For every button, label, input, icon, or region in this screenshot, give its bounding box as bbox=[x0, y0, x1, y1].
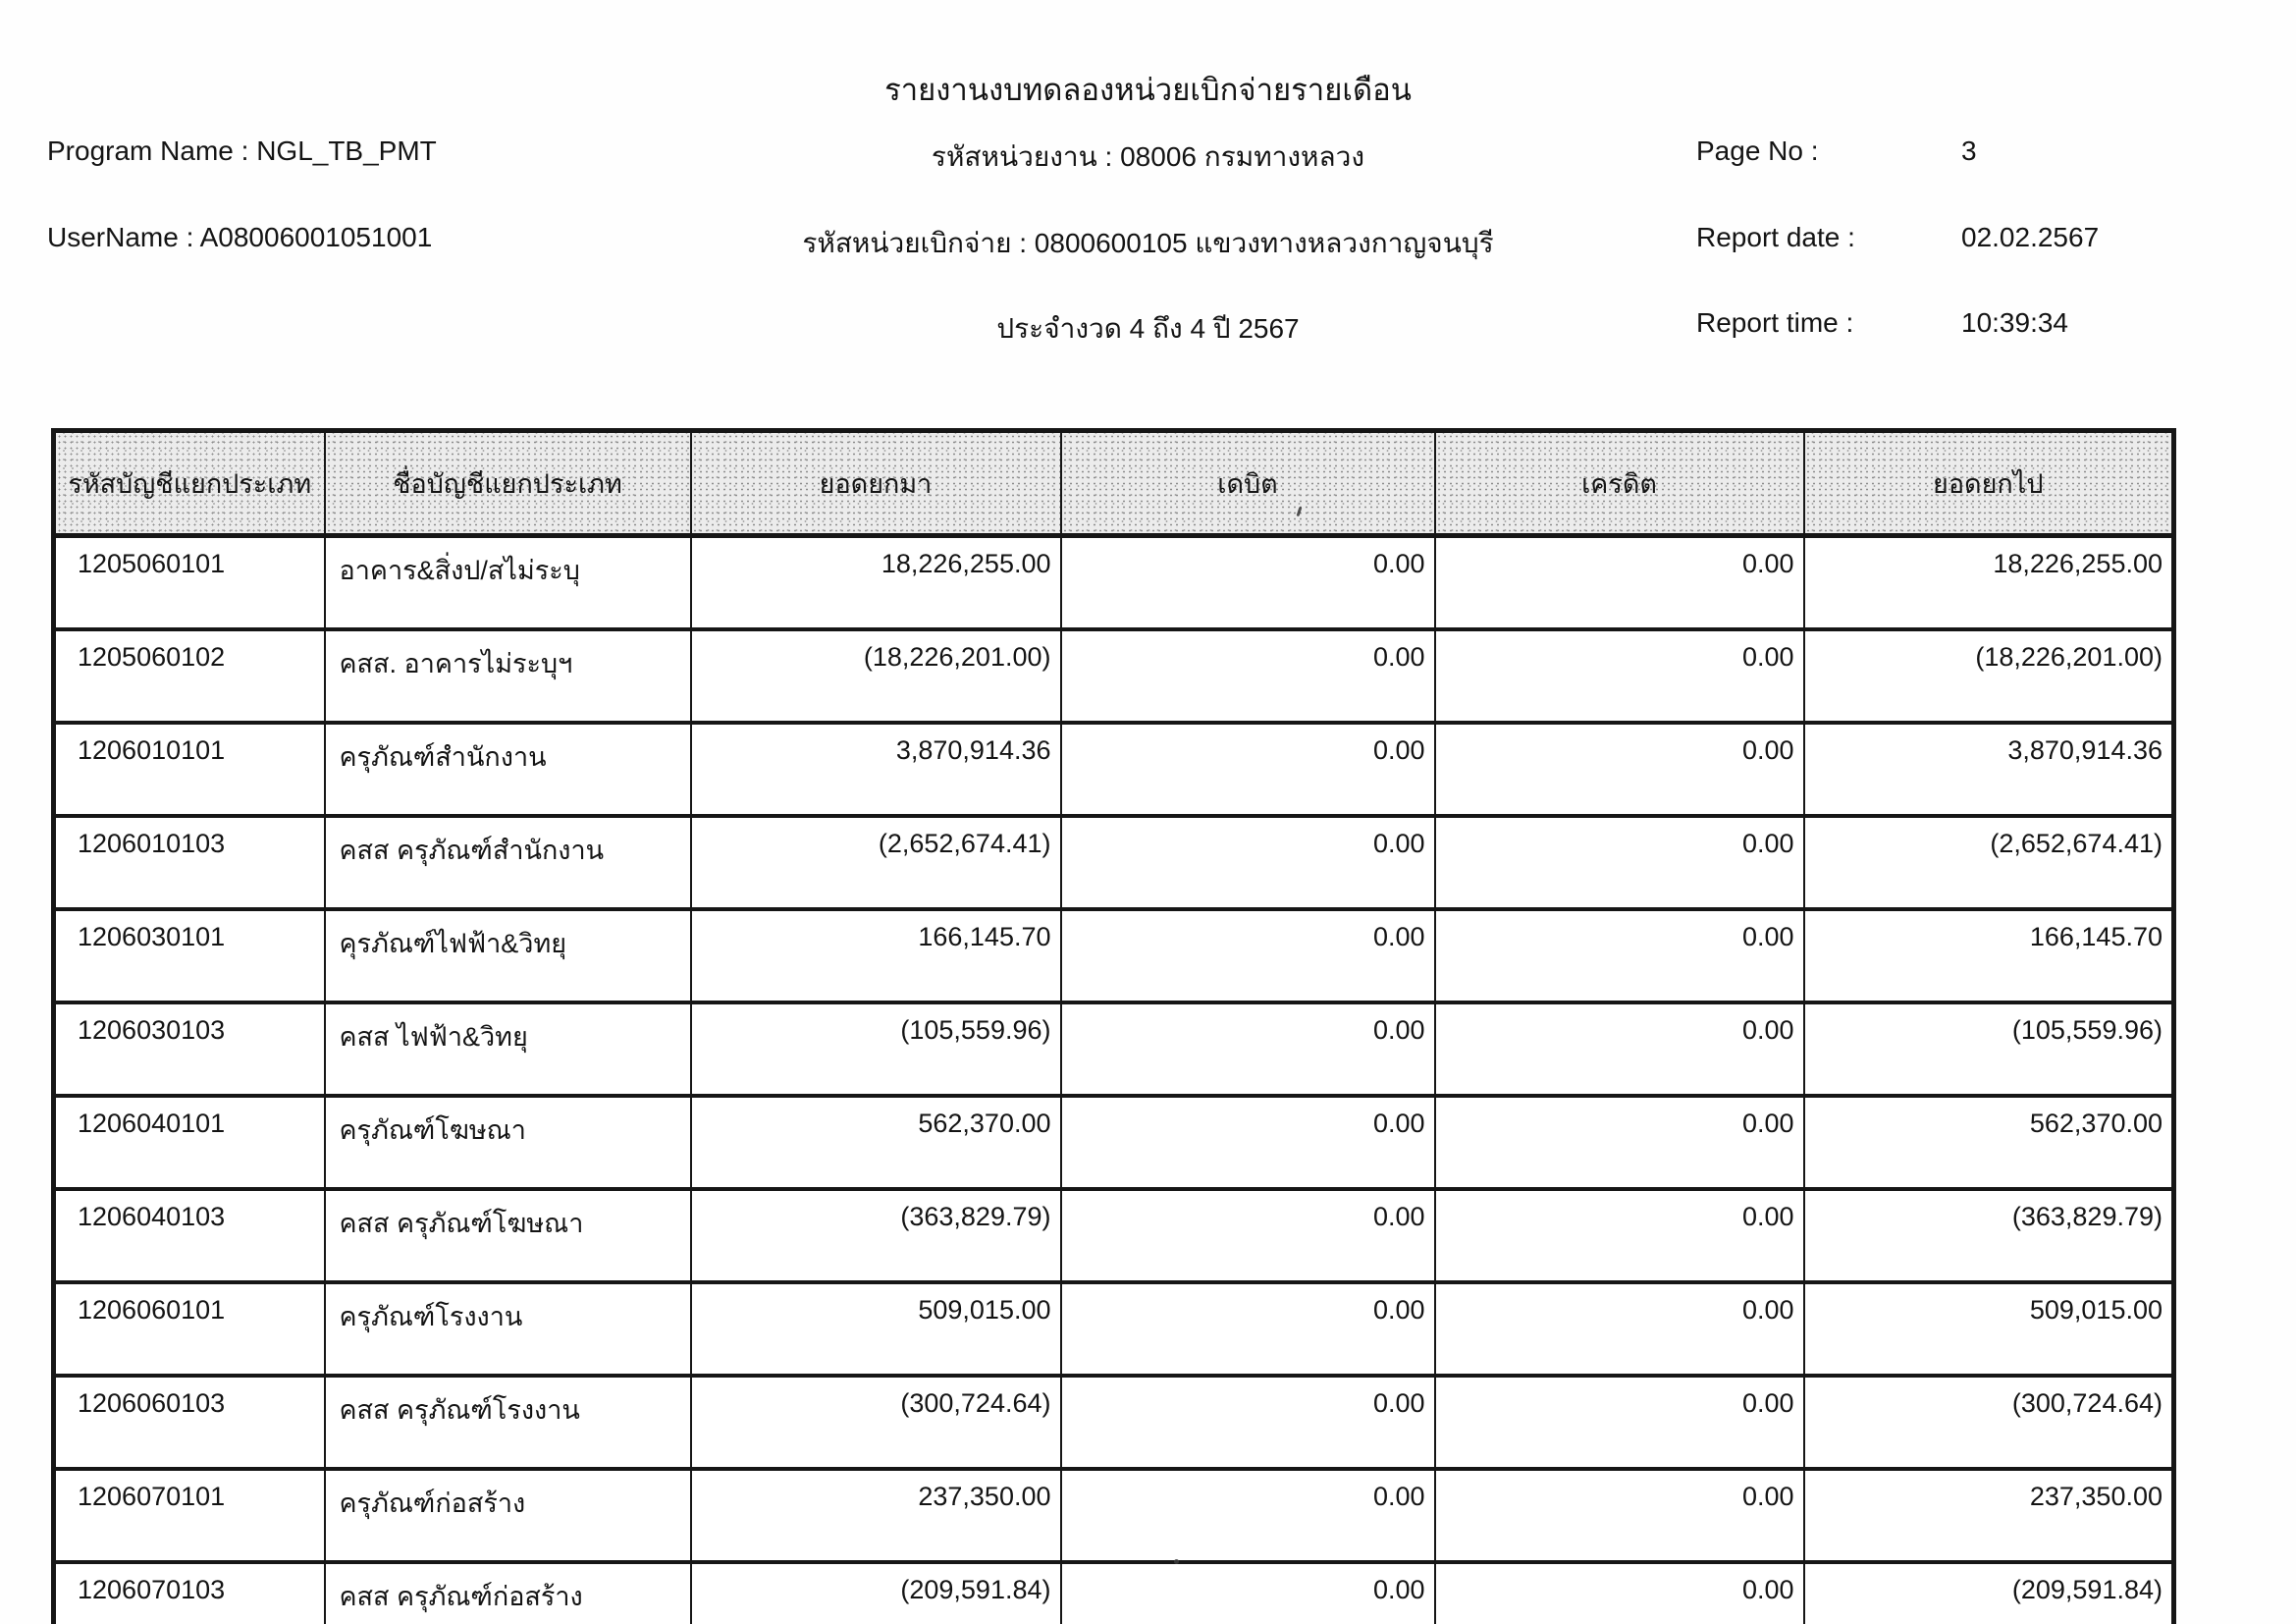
disbursing-unit-line: รหัสหน่วยเบิกจ่าย : 0800600105 แขวงทางหลวงกาญจนบุรี bbox=[802, 228, 1494, 258]
account-name-cell: คสส ครุภัณฑ์ก่อสร้าง bbox=[325, 1562, 691, 1624]
debit-cell: 0.00 bbox=[1061, 629, 1435, 723]
account-code-cell: 1205060102 bbox=[54, 629, 325, 723]
account-name-cell: คสส ไฟฟ้า&วิทยุ bbox=[325, 1002, 691, 1096]
ending-balance-cell: 562,370.00 bbox=[1804, 1096, 2174, 1189]
credit-cell: 0.00 bbox=[1435, 1002, 1804, 1096]
table-row bbox=[54, 1282, 2174, 1376]
debit-cell: 0.00 bbox=[1061, 536, 1435, 630]
debit-cell: 0.00 bbox=[1061, 1376, 1435, 1469]
scan-artifact-dot bbox=[1174, 1559, 1179, 1564]
debit-cell: 0.00 bbox=[1061, 723, 1435, 816]
trial-balance-table bbox=[51, 428, 2176, 1624]
beginning-balance-cell: (209,591.84) bbox=[691, 1562, 1061, 1624]
account-code-cell: 1206060103 bbox=[54, 1376, 325, 1469]
table-row bbox=[54, 1002, 2174, 1096]
beginning-balance-cell: (18,226,201.00) bbox=[691, 629, 1061, 723]
beginning-balance-cell: 3,870,914.36 bbox=[691, 723, 1061, 816]
account-code-cell: 1206030101 bbox=[54, 909, 325, 1002]
debit-cell: 0.00 bbox=[1061, 1469, 1435, 1562]
credit-cell: 0.00 bbox=[1435, 1469, 1804, 1562]
credit-cell: 0.00 bbox=[1435, 1096, 1804, 1189]
beginning-balance-cell: 166,145.70 bbox=[691, 909, 1061, 1002]
account-name-cell: ครุภัณฑ์โฆษณา bbox=[325, 1096, 691, 1189]
beginning-balance-cell: 237,350.00 bbox=[691, 1469, 1061, 1562]
ending-balance-cell: 509,015.00 bbox=[1804, 1282, 2174, 1376]
ending-balance-cell: 166,145.70 bbox=[1804, 909, 2174, 1002]
table-row bbox=[54, 1469, 2174, 1562]
table-row bbox=[54, 1096, 2174, 1189]
period-line: ประจำงวด 4 ถึง 4 ปี 2567 bbox=[996, 313, 1300, 344]
table-row bbox=[54, 629, 2174, 723]
ending-balance-cell: (105,559.96) bbox=[1804, 1002, 2174, 1096]
report-date-value: 02.02.2567 bbox=[1961, 222, 2100, 252]
credit-cell: 0.00 bbox=[1435, 816, 1804, 909]
table-row bbox=[54, 1562, 2174, 1624]
account-code-cell: 1206070103 bbox=[54, 1562, 325, 1624]
credit-cell: 0.00 bbox=[1435, 1376, 1804, 1469]
account-name-cell: ครุภัณฑ์ก่อสร้าง bbox=[325, 1469, 691, 1562]
beginning-balance-cell: (105,559.96) bbox=[691, 1002, 1061, 1096]
table-row bbox=[54, 536, 2174, 630]
table-row bbox=[54, 723, 2174, 816]
debit-cell: 0.00 bbox=[1061, 1562, 1435, 1624]
report-date-label: Report date : bbox=[1696, 222, 1855, 252]
account-code-cell: 1206040103 bbox=[54, 1189, 325, 1282]
header-ending-balance: ยอดยกไป bbox=[1804, 431, 2174, 536]
table-body bbox=[54, 536, 2174, 1624]
page-no-label: Page No : bbox=[1696, 135, 1819, 166]
credit-cell: 0.00 bbox=[1435, 629, 1804, 723]
beginning-balance-cell: (2,652,674.41) bbox=[691, 816, 1061, 909]
ending-balance-cell: 18,226,255.00 bbox=[1804, 536, 2174, 630]
report-title: รายงานงบทดลองหน่วยเบิกจ่ายรายเดือน bbox=[884, 73, 1412, 107]
header-account-name: ชื่อบัญชีแยกประเภท bbox=[325, 431, 691, 536]
header-account-code: รหัสบัญชีแยกประเภท bbox=[54, 431, 325, 536]
ending-balance-cell: (209,591.84) bbox=[1804, 1562, 2174, 1624]
page-no-value: 3 bbox=[1961, 135, 1977, 166]
account-name-cell: คุรภัณฑ์ไฟฟ้า&วิทยุ bbox=[325, 909, 691, 1002]
header-debit: เดบิต bbox=[1061, 431, 1435, 536]
credit-cell: 0.00 bbox=[1435, 723, 1804, 816]
table-row bbox=[54, 909, 2174, 1002]
beginning-balance-cell: 18,226,255.00 bbox=[691, 536, 1061, 630]
ending-balance-cell: (300,724.64) bbox=[1804, 1376, 2174, 1469]
debit-cell: 0.00 bbox=[1061, 1096, 1435, 1189]
account-code-cell: 1206010101 bbox=[54, 723, 325, 816]
credit-cell: 0.00 bbox=[1435, 536, 1804, 630]
account-code-cell: 1205060101 bbox=[54, 536, 325, 630]
credit-cell: 0.00 bbox=[1435, 1282, 1804, 1376]
table-row bbox=[54, 1189, 2174, 1282]
credit-cell: 0.00 bbox=[1435, 1562, 1804, 1624]
debit-cell: 0.00 bbox=[1061, 909, 1435, 1002]
ending-balance-cell: (18,226,201.00) bbox=[1804, 629, 2174, 723]
program-name-value: NGL_TB_PMT bbox=[256, 135, 437, 166]
account-code-cell: 1206070101 bbox=[54, 1469, 325, 1562]
account-name-cell: อาคาร&สิ่งป/สไม่ระบุ bbox=[325, 536, 691, 630]
ending-balance-cell: (363,829.79) bbox=[1804, 1189, 2174, 1282]
ending-balance-cell: 3,870,914.36 bbox=[1804, 723, 2174, 816]
account-code-cell: 1206040101 bbox=[54, 1096, 325, 1189]
account-code-cell: 1206010103 bbox=[54, 816, 325, 909]
program-name-label: Program Name : bbox=[47, 135, 249, 166]
account-code-cell: 1206030103 bbox=[54, 1002, 325, 1096]
table-row bbox=[54, 1376, 2174, 1469]
ending-balance-cell: (2,652,674.41) bbox=[1804, 816, 2174, 909]
account-name-cell: คสส. อาคารไม่ระบุฯ bbox=[325, 629, 691, 723]
debit-cell: 0.00 bbox=[1061, 1189, 1435, 1282]
report-time-label: Report time : bbox=[1696, 307, 1854, 338]
account-name-cell: ครุภัณฑ์สำนักงาน bbox=[325, 723, 691, 816]
credit-cell: 0.00 bbox=[1435, 909, 1804, 1002]
header-row bbox=[54, 431, 2174, 536]
beginning-balance-cell: 562,370.00 bbox=[691, 1096, 1061, 1189]
table-row bbox=[54, 816, 2174, 909]
header-beginning-balance: ยอดยกมา bbox=[691, 431, 1061, 536]
beginning-balance-cell: 509,015.00 bbox=[691, 1282, 1061, 1376]
account-name-cell: คสส ครุภัณฑ์โรงงาน bbox=[325, 1376, 691, 1469]
beginning-balance-cell: (300,724.64) bbox=[691, 1376, 1061, 1469]
username-value: A08006001051001 bbox=[199, 222, 433, 252]
credit-cell: 0.00 bbox=[1435, 1189, 1804, 1282]
header-credit: เครดิต bbox=[1435, 431, 1804, 536]
account-name-cell: คสส ครุภัณฑ์โฆษณา bbox=[325, 1189, 691, 1282]
debit-cell: 0.00 bbox=[1061, 1002, 1435, 1096]
agency-code-line: รหัสหน่วยงาน : 08006 กรมทางหลวง bbox=[931, 141, 1365, 172]
account-name-cell: คสส ครุภัณฑ์สำนักงาน bbox=[325, 816, 691, 909]
report-time-value: 10:39:34 bbox=[1961, 307, 2068, 338]
debit-cell: 0.00 bbox=[1061, 816, 1435, 909]
account-name-cell: ครุภัณฑ์โรงงาน bbox=[325, 1282, 691, 1376]
account-code-cell: 1206060101 bbox=[54, 1282, 325, 1376]
beginning-balance-cell: (363,829.79) bbox=[691, 1189, 1061, 1282]
ending-balance-cell: 237,350.00 bbox=[1804, 1469, 2174, 1562]
username-label: UserName : bbox=[47, 222, 194, 252]
table-header bbox=[54, 431, 2174, 536]
debit-cell: 0.00 bbox=[1061, 1282, 1435, 1376]
